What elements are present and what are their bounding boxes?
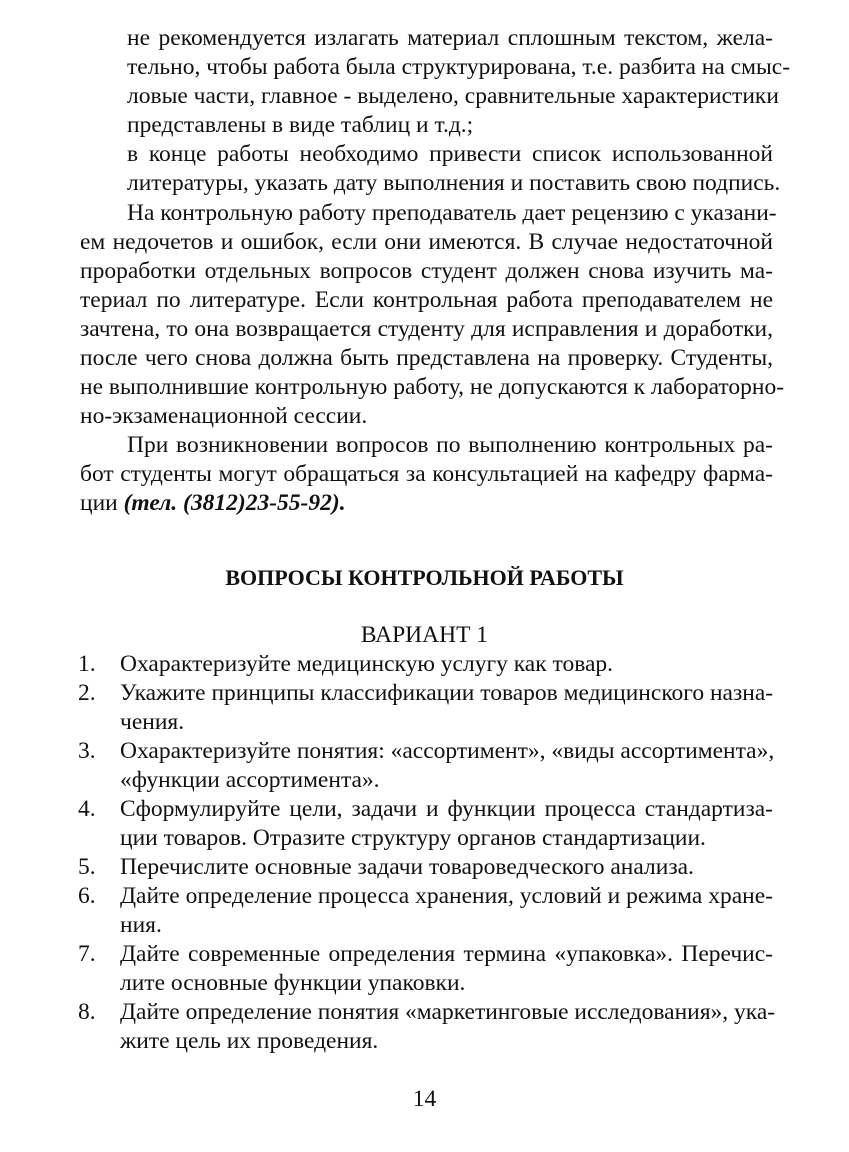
text-line: На контрольную работу преподаватель дает рецензию с указани- [127, 200, 777, 226]
question-text: «функции ассортимента». [120, 767, 380, 793]
text-line: литературы, указать дату выполнения и поставить свою подпись. [127, 170, 781, 196]
phone-number: (тел. (3812)23-55-92). [123, 490, 346, 516]
question-text: Перечислите основные задачи товароведческого анализа. [120, 854, 694, 880]
question-number: 7. [78, 941, 96, 967]
variant-heading: ВАРИАНТ 1 [360, 622, 489, 648]
question-text: Укажите принципы классификации товаров медицинского назна- [120, 680, 774, 706]
section-heading: ВОПРОСЫ КОНТРОЛЬНОЙ РАБОТЫ [225, 565, 624, 590]
question-text: ния. [120, 912, 162, 938]
question-number: 5. [78, 854, 96, 880]
question-number: 1. [78, 651, 96, 677]
question-text: чения. [120, 709, 185, 735]
question-number: 3. [78, 738, 96, 764]
question-text: Охарактеризуйте медицинскую услугу как товар. [120, 651, 614, 677]
question-number: 6. [78, 883, 96, 909]
text-line: При возникновении вопросов по выполнению контрольных ра- [127, 432, 773, 458]
question-text: Охарактеризуйте понятия: «ассортимент», «виды ассортимента», [120, 738, 775, 764]
text-line [80, 489, 773, 518]
text-line: ловые части, главное - выделено, сравнительные характеристики [127, 83, 779, 109]
question-text: ции товаров. Отразите структуру органов стандартизации. [120, 825, 706, 851]
question-number: 8. [78, 999, 96, 1025]
text-line: бот студенты могут обращаться за консультацией на кафедру фарма- [80, 461, 773, 487]
question-text: Дайте современные определения термина «упаковка». Перечис- [120, 941, 773, 967]
text-line: тельно, чтобы работа была структурирована, т.е. разбита на смыс- [127, 54, 791, 80]
question-text: Дайте определение процесса хранения, условий и режима хране- [120, 883, 773, 909]
question-text: Дайте определение понятия «маркетинговые исследования», ука- [120, 999, 776, 1025]
text-line: после чего снова должна быть представлена на проверку. Студенты, [80, 345, 773, 371]
text-line: не рекомендуется излагать материал сплошным текстом, жела- [127, 25, 773, 51]
question-text: лите основные функции упаковки. [120, 970, 466, 996]
text-line: проработки отдельных вопросов студент должен снова изучить ма- [80, 258, 773, 284]
text-fragment: ции [80, 490, 124, 516]
text-line: но-экзаменационной сессии. [80, 403, 368, 429]
text-line: зачтена, то она возвращается студенту для исправления и доработки, [80, 316, 773, 342]
text-line: представлены в виде таблиц и т.д.; [127, 112, 474, 138]
question-number: 4. [78, 796, 96, 822]
question-text: жите цель их проведения. [120, 1028, 379, 1054]
text-line: не выполнившие контрольную работу, не допускаются к лабораторно- [80, 374, 785, 400]
page-number: 14 [412, 1086, 437, 1112]
text-line: териал по литературе. Если контрольная работа преподавателем не [80, 287, 773, 313]
question-text: Сформулируйте цели, задачи и функции процесса стандартиза- [120, 796, 773, 822]
text-line: ем недочетов и ошибок, если они имеются. В случае недостаточной [80, 229, 773, 255]
question-number: 2. [78, 680, 96, 706]
text-line: в конце работы необходимо привести список использованной [127, 141, 773, 167]
